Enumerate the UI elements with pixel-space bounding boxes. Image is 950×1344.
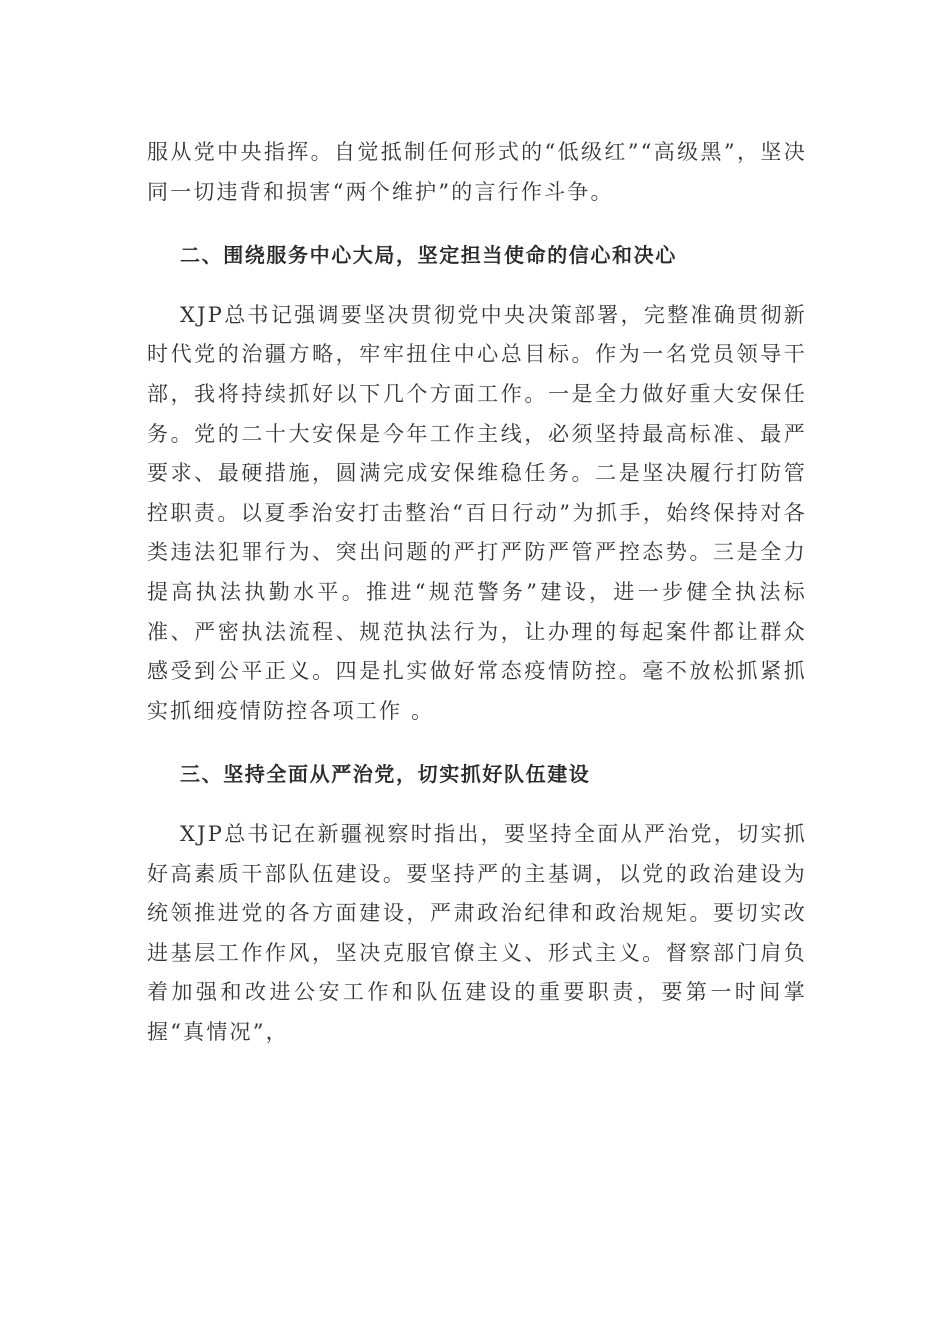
spacer [147, 212, 807, 236]
paragraph-continuation: 服从党中央指挥。自觉抵制任何形式的“低级红”“高级黑”，坚决同一切违背和损害“两个维护”的言行作斗争。 [147, 140, 807, 204]
section-heading-2: 二、围绕服务中心大局，坚定担当使命的信心和决心 [180, 243, 677, 268]
section-heading-3: 三、坚持全面从严治党，切实抓好队伍建设 [180, 762, 591, 787]
section-3-paragraph: XJP总书记在新疆视察时指出，要坚持全面从严治党，切实抓好高素质干部队伍建设。要坚持严的主基调，以党的政治建设为统领推进党的各方面建设，严肃政治纪律和政治规矩。要切实改进基层工作作风，坚决克服官僚主义、形式主义。督察部门肩负着加强和改进公安工作和队伍建设的重要职责，要第一时间掌握“真情况”， [147, 821, 807, 1044]
spacer [147, 795, 807, 815]
spacer [147, 731, 807, 755]
document-body [147, 133, 807, 1052]
section-2-paragraph: XJP总书记强调要坚决贯彻党中央决策部署，完整准确贯彻新时代党的治疆方略，牢牢扭住中心总目标。作为一名党员领导干部，我将持续抓好以下几个方面工作。一是全力做好重大安保任务。党的二十大安保是今年工作主线，必须坚持最高标准、最严要求、最硬措施，圆满完成安保维稳任务。二是坚决履行打防管控职责。以夏季治安打击整治“百日行动”为抓手，始终保持对各类违法犯罪行为、突出问题的严打严防严管严控态势。三是全力提高执法执勤水平。推进“规范警务”建设，进一步健全执法标准、严密执法流程、规范执法行为，让办理的每起案件都让群众感受到公平正义。四是扎实做好常态疫情防控。毫不放松抓紧抓实抓细疫情防控各项工作 。 [147, 302, 807, 723]
spacer [147, 276, 807, 296]
